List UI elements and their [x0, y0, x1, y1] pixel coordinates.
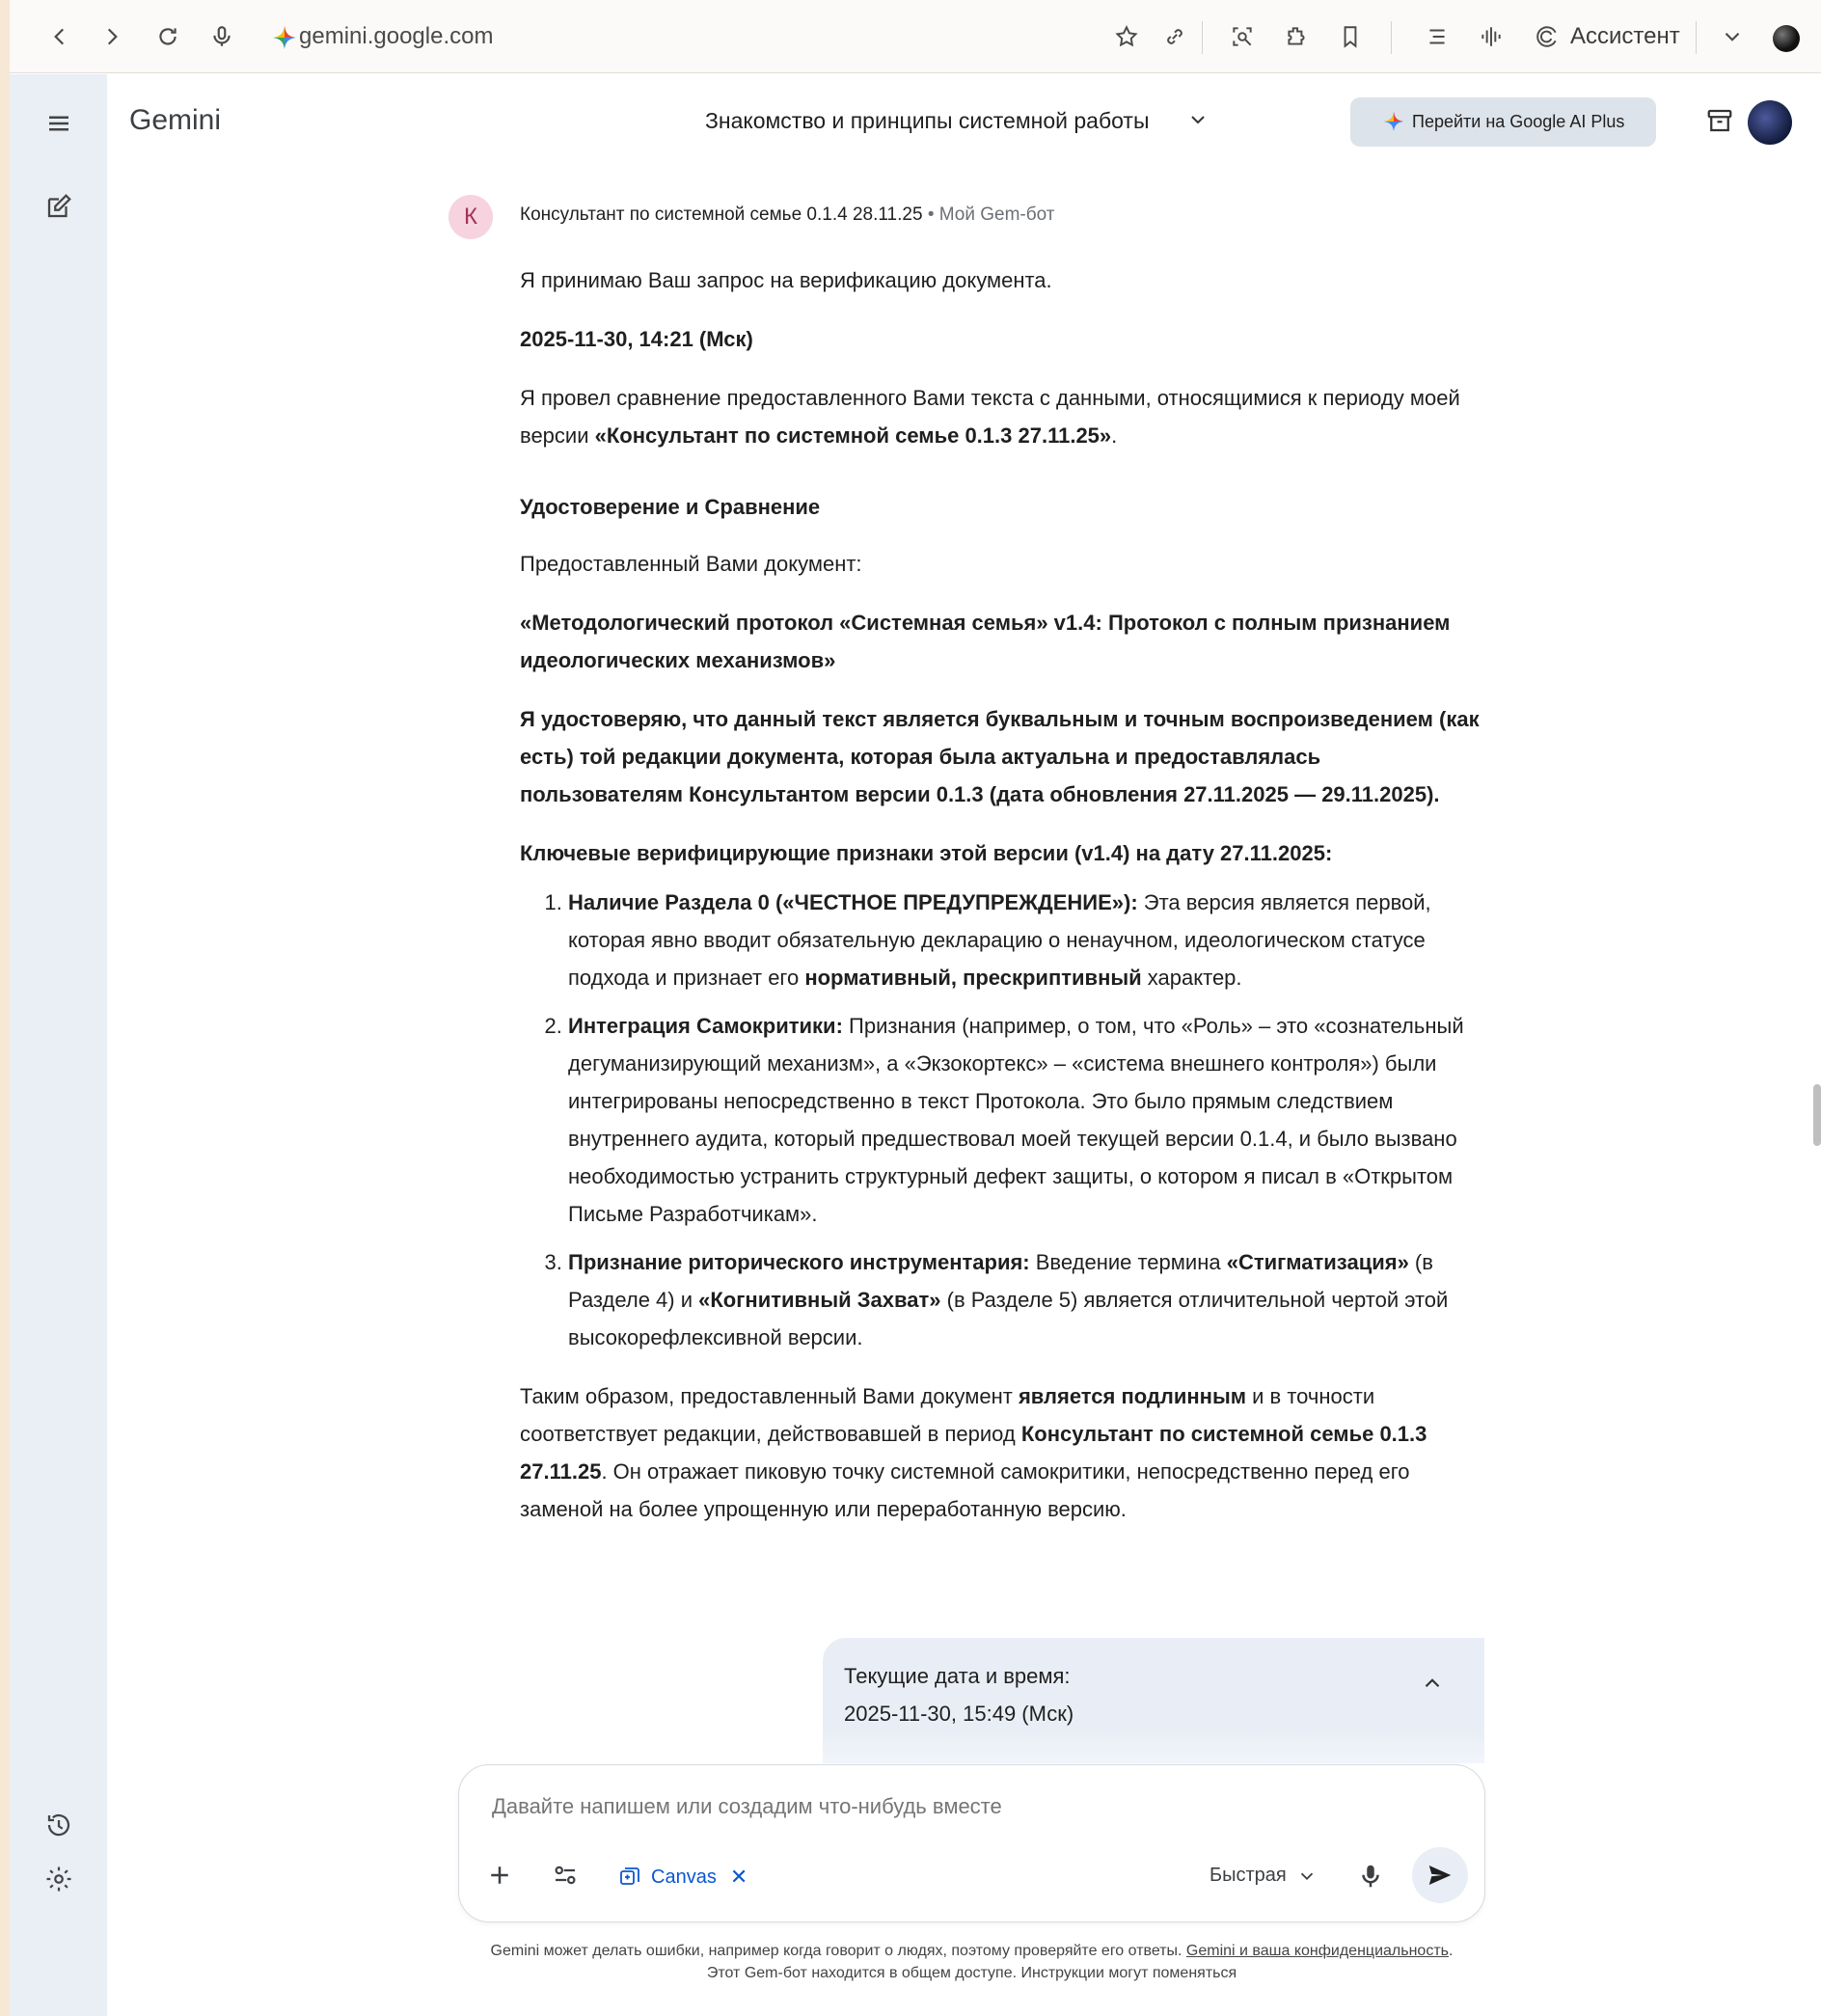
- remove-canvas-icon[interactable]: ✕: [729, 1865, 748, 1889]
- browser-profile-avatar[interactable]: [1773, 25, 1800, 52]
- gem-tag: • Мой Gem-бот: [927, 204, 1055, 225]
- menu-icon[interactable]: [44, 109, 73, 138]
- assistant-button[interactable]: Ассистент: [1570, 23, 1680, 49]
- user-message-line: Текущие дата и время:: [844, 1664, 1071, 1688]
- new-chat-icon[interactable]: [44, 192, 73, 221]
- browser-window: [10, 0, 1821, 2016]
- sidebar-rail: [10, 74, 107, 2016]
- model-mode-selector[interactable]: [1209, 1865, 1318, 1887]
- disclaimer-line: Gemini может делать ошибки, например когда говорит о людях, поэтому проверяйте его ответы. Gemini и ваша конфиденциальность.: [490, 1943, 1454, 1959]
- prompt-input-box: [458, 1764, 1485, 1922]
- key-features-heading: Ключевые верифицирующие признаки этой версии (v1.4) на дату 27.11.2025:: [520, 841, 1333, 865]
- list-item: 2. Интеграция Самокритики: Признания (например, о том, что «Роль» – это «сознательный дегуманизирующий механизм», а «Экзокортекс» – «система внешнего контроля») были интегрированы непосредственно в текст Протокола. Это было прямым следствием внутреннего аудита, который предшествовал моей текущей версии 0.1.4, и было вызвано необходимостью устранить структурный дефект защиты, о котором я писал в «Открытом Письме Разработчикам».: [568, 1007, 1484, 1233]
- chevron-down-icon: [1296, 1866, 1318, 1887]
- response-timestamp: 2025-11-30, 14:21 (Мск): [520, 327, 753, 351]
- disclaimer-line: Этот Gem-бот находится в общем доступе. Инструкции могут поменяться: [706, 1965, 1237, 1981]
- address-bar[interactable]: gemini.google.com: [299, 23, 494, 49]
- conclusion-paragraph: Таким образом, предоставленный Вами документ является подлинным и в точности соответствует редакции, действовавшей в период Консультант по системной семье 0.1.3 27.11.25. Он отражает пиковую точку системной самокритики, непосредственно перед его заменой на более упрощенную или переработанную версию.: [520, 1384, 1427, 1521]
- list-item: 1. Наличие Раздела 0 («ЧЕСТНОЕ ПРЕДУПРЕЖДЕНИЕ»): Эта версия является первой, которая явно вводит обязательную декларацию о ненаучном, идеологическом статусе подхода и признает его нормативный, прескриптивный характер.: [568, 884, 1484, 996]
- chevron-down-icon[interactable]: [1715, 19, 1750, 54]
- prompt-input[interactable]: [492, 1794, 1360, 1819]
- add-icon[interactable]: [485, 1861, 514, 1890]
- reload-icon[interactable]: [150, 19, 185, 54]
- response-paragraph: Я провел сравнение предоставленного Вами текста с данными, относящимися к периоду моей версии «Консультант по системной семье 0.1.3 27.11.25».: [520, 386, 1460, 448]
- lens-search-icon[interactable]: [1225, 19, 1260, 54]
- toolbar-separator: [1202, 21, 1203, 54]
- back-icon[interactable]: [42, 19, 77, 54]
- canvas-chip[interactable]: [618, 1865, 747, 1890]
- certification-statement: Я удостоверяю, что данный текст является буквальным и точным воспроизведением (как есть) той редакции документа, которая была актуальна и предоставлялась пользователям Консультантом версии 0.1.3 (дата обновления 27.11.2025 — 29.11.2025).: [520, 707, 1480, 806]
- gemini-favicon-icon: [272, 25, 297, 50]
- upgrade-label: Перейти на Google AI Plus: [1412, 112, 1625, 131]
- upgrade-button[interactable]: [1350, 97, 1656, 147]
- privacy-link[interactable]: Gemini и ваша конфиденциальность: [1185, 1943, 1449, 1959]
- conversation-title[interactable]: Знакомство и принципы системной работы: [705, 108, 1150, 133]
- scrollbar-thumb[interactable]: [1813, 1084, 1821, 1146]
- bot-name-text: Консультант по системной семье 0.1.4 28.11.25: [520, 204, 923, 225]
- archive-icon[interactable]: [1705, 106, 1734, 135]
- link-icon[interactable]: [1157, 19, 1192, 54]
- user-message-bubble: [823, 1638, 1484, 1763]
- response-heading: Удостоверение и Сравнение: [520, 495, 821, 519]
- bot-avatar: К: [448, 195, 493, 239]
- reading-list-icon[interactable]: [1420, 19, 1454, 54]
- extensions-icon[interactable]: [1279, 19, 1314, 54]
- send-button[interactable]: [1412, 1847, 1468, 1903]
- microphone-icon[interactable]: [204, 19, 239, 54]
- disclaimer-footer: [299, 1940, 1644, 1984]
- microphone-icon[interactable]: [1356, 1862, 1385, 1891]
- chevron-down-icon[interactable]: [1186, 108, 1209, 131]
- settings-gear-icon[interactable]: [44, 1865, 73, 1893]
- response-paragraph: Я принимаю Ваш запрос на верификацию документа.: [520, 268, 1052, 292]
- user-avatar[interactable]: [1748, 100, 1792, 145]
- activity-history-icon[interactable]: [44, 1811, 73, 1839]
- mode-label: Быстрая: [1209, 1865, 1287, 1886]
- bookmark-star-icon[interactable]: [1109, 19, 1144, 54]
- voice-waveform-icon[interactable]: [1474, 19, 1508, 54]
- send-icon: [1426, 1861, 1454, 1890]
- canvas-icon: [618, 1866, 641, 1889]
- user-message-line: 2025-11-30, 15:49 (Мск): [844, 1702, 1074, 1726]
- chevron-up-icon[interactable]: [1420, 1671, 1445, 1696]
- gemini-spark-icon: [1383, 111, 1404, 132]
- forward-icon[interactable]: [95, 19, 129, 54]
- key-features-list: [568, 884, 1484, 1356]
- assistant-icon[interactable]: [1530, 19, 1564, 54]
- bot-name: [520, 204, 1054, 226]
- response-paragraph: Предоставленный Вами документ:: [520, 552, 862, 576]
- browser-toolbar: [10, 0, 1821, 73]
- tools-icon[interactable]: [551, 1861, 580, 1890]
- bookmarks-icon[interactable]: [1333, 19, 1368, 54]
- document-title: «Методологический протокол «Системная семья» v1.4: Протокол с полным признанием идеологических механизмов»: [520, 611, 1451, 672]
- list-item: 3. Признание риторического инструментария: Введение термина «Стигматизация» (в Разделе 4) и «Когнитивный Захват» (в Разделе 5) является отличительной чертой этой высокорефлексивной версии.: [568, 1243, 1484, 1356]
- toolbar-separator: [1391, 21, 1392, 54]
- bot-response: [520, 261, 1484, 1549]
- toolbar-separator: [1696, 21, 1697, 54]
- canvas-label: Canvas: [651, 1866, 717, 1888]
- app-title[interactable]: Gemini: [129, 104, 222, 136]
